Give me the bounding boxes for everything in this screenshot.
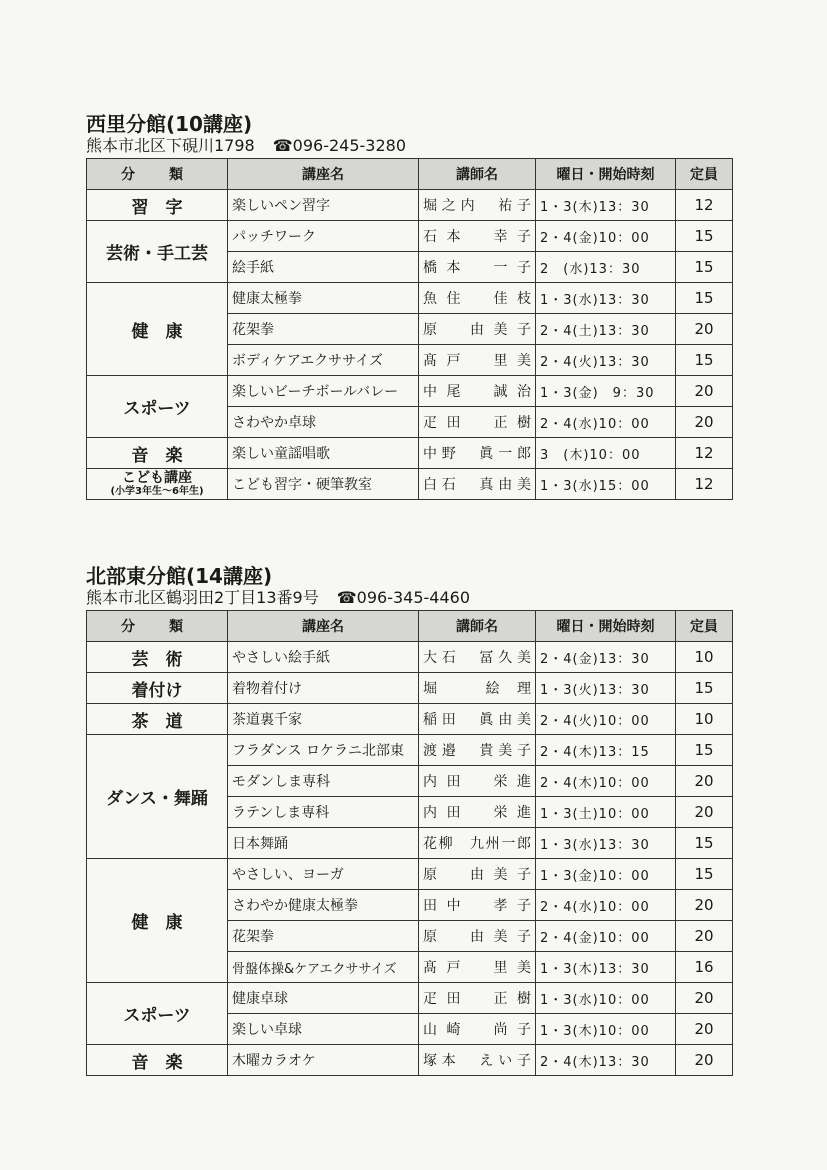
schedule: 1・3(水)13：30 — [536, 828, 676, 859]
capacity: 15 — [676, 735, 733, 766]
capacity: 20 — [676, 314, 733, 345]
capacity: 20 — [676, 407, 733, 438]
table-row — [87, 673, 733, 704]
capacity: 15 — [676, 345, 733, 376]
table-header-row — [87, 611, 733, 642]
schedule: 1・3(火)13：30 — [536, 673, 676, 704]
course-table — [86, 158, 733, 500]
course-name: 花架拳 — [228, 921, 419, 952]
schedule: 1・3(水)13：30 — [536, 283, 676, 314]
category-cell: 健 康 — [87, 859, 228, 983]
instructor-name: 塚本 えい子 — [419, 1045, 536, 1076]
course-name: やさしい、ヨーガ — [228, 859, 419, 890]
instructor-name: 田中 孝子 — [419, 890, 536, 921]
instructor-name: 花柳 九州一郎 — [419, 828, 536, 859]
course-name: 健康卓球 — [228, 983, 419, 1014]
schedule: 2・4(水)10：00 — [536, 407, 676, 438]
instructor-name: 大石 冨久美 — [419, 642, 536, 673]
table-row — [87, 983, 733, 1014]
section-hokubuhigashi — [86, 564, 732, 1076]
header-instructor: 講師名 — [419, 611, 536, 642]
section-address: 熊本市北区鶴羽田2丁目13番9号 — [86, 588, 319, 607]
table-row — [87, 1045, 733, 1076]
category-cell: ダンス・舞踊 — [87, 735, 228, 859]
schedule: 3 (木)10：00 — [536, 438, 676, 469]
section-address-line — [86, 136, 732, 158]
table-row — [87, 642, 733, 673]
section-phone: ☎096-245-3280 — [272, 136, 407, 155]
schedule: 2・4(火)13：30 — [536, 345, 676, 376]
course-name: 骨盤体操&ケアエクササイズ — [228, 952, 419, 983]
schedule: 2・4(火)10：00 — [536, 704, 676, 735]
course-name: パッチワーク — [228, 221, 419, 252]
schedule: 2・4(木)13：15 — [536, 735, 676, 766]
capacity: 20 — [676, 766, 733, 797]
schedule: 1・3(木)10：00 — [536, 1014, 676, 1045]
instructor-name: 中尾 誠治 — [419, 376, 536, 407]
schedule: 1・3(金) 9：30 — [536, 376, 676, 407]
capacity: 10 — [676, 704, 733, 735]
schedule: 2・4(金)10：00 — [536, 221, 676, 252]
instructor-name: 渡邉 貴美子 — [419, 735, 536, 766]
table-row — [87, 438, 733, 469]
category-cell: 音 楽 — [87, 438, 228, 469]
instructor-name: 原 由美子 — [419, 314, 536, 345]
schedule: 2 (水)13：30 — [536, 252, 676, 283]
course-table — [86, 610, 733, 1076]
category-cell: 着付け — [87, 673, 228, 704]
capacity: 12 — [676, 469, 733, 500]
course-name: ボディケアエクササイズ — [228, 345, 419, 376]
header-schedule: 曜日・開始時刻 — [536, 159, 676, 190]
schedule: 1・3(土)10：00 — [536, 797, 676, 828]
instructor-name: 内田 栄進 — [419, 797, 536, 828]
schedule: 1・3(木)13：30 — [536, 952, 676, 983]
table-row — [87, 190, 733, 221]
schedule: 1・3(水)15：00 — [536, 469, 676, 500]
category-cell — [87, 469, 228, 500]
instructor-name: 中野 眞一郎 — [419, 438, 536, 469]
instructor-name: 髙戸 里美 — [419, 345, 536, 376]
capacity: 15 — [676, 828, 733, 859]
section-phone: ☎096-345-4460 — [336, 588, 471, 607]
capacity: 12 — [676, 190, 733, 221]
course-name: モダンしま専科 — [228, 766, 419, 797]
table-row — [87, 469, 733, 500]
table-row — [87, 283, 733, 314]
category-cell: 音 楽 — [87, 1045, 228, 1076]
capacity: 10 — [676, 642, 733, 673]
course-name: 楽しい卓球 — [228, 1014, 419, 1045]
capacity: 20 — [676, 983, 733, 1014]
category-subtitle: (小学3年生〜6年生) — [110, 486, 204, 497]
instructor-name: 石本 幸子 — [419, 221, 536, 252]
header-category: 分 類 — [87, 611, 228, 642]
instructor-name: 堀 絵理 — [419, 673, 536, 704]
capacity: 20 — [676, 797, 733, 828]
capacity: 20 — [676, 1014, 733, 1045]
category-cell: 健 康 — [87, 283, 228, 376]
instructor-name: 堀之内 祐子 — [419, 190, 536, 221]
capacity: 20 — [676, 890, 733, 921]
header-schedule: 曜日・開始時刻 — [536, 611, 676, 642]
capacity: 15 — [676, 673, 733, 704]
schedule: 2・4(木)10：00 — [536, 766, 676, 797]
schedule: 2・4(金)10：00 — [536, 921, 676, 952]
schedule: 2・4(木)13：30 — [536, 1045, 676, 1076]
section-title: 北部東分館(14講座) — [86, 564, 273, 588]
course-name: 日本舞踊 — [228, 828, 419, 859]
header-instructor: 講師名 — [419, 159, 536, 190]
course-name: 着物着付け — [228, 673, 419, 704]
table-row — [87, 704, 733, 735]
course-name: こども習字・硬筆教室 — [228, 469, 419, 500]
instructor-name: 疋田 正樹 — [419, 407, 536, 438]
course-name: 健康太極拳 — [228, 283, 419, 314]
course-name: 花架拳 — [228, 314, 419, 345]
course-name: 絵手紙 — [228, 252, 419, 283]
capacity: 20 — [676, 376, 733, 407]
instructor-name: 原 由美子 — [419, 859, 536, 890]
category-cell: 芸 術 — [87, 642, 228, 673]
category-cell: スポーツ — [87, 376, 228, 438]
schedule: 2・4(土)13：30 — [536, 314, 676, 345]
schedule: 1・3(金)10：00 — [536, 859, 676, 890]
schedule: 1・3(水)10：00 — [536, 983, 676, 1014]
section-title: 西里分館(10講座) — [86, 112, 253, 136]
table-row — [87, 735, 733, 766]
header-category: 分 類 — [87, 159, 228, 190]
course-name: さわやか健康太極拳 — [228, 890, 419, 921]
section-address: 熊本市北区下硯川1798 — [86, 136, 255, 155]
header-course: 講座名 — [228, 611, 419, 642]
instructor-name: 原 由美子 — [419, 921, 536, 952]
course-name: 木曜カラオケ — [228, 1045, 419, 1076]
instructor-name: 髙戸 里美 — [419, 952, 536, 983]
capacity: 15 — [676, 252, 733, 283]
course-name: さわやか卓球 — [228, 407, 419, 438]
category-cell: 芸術・手工芸 — [87, 221, 228, 283]
category-cell: 茶 道 — [87, 704, 228, 735]
header-capacity: 定員 — [676, 611, 733, 642]
course-name: 茶道裏千家 — [228, 704, 419, 735]
category-cell: スポーツ — [87, 983, 228, 1045]
course-name: ラテンしま専科 — [228, 797, 419, 828]
section-address-line — [86, 588, 732, 610]
header-course: 講座名 — [228, 159, 419, 190]
capacity: 15 — [676, 221, 733, 252]
capacity: 20 — [676, 1045, 733, 1076]
section-nishizato — [86, 112, 732, 500]
header-capacity: 定員 — [676, 159, 733, 190]
course-name: 楽しい童謡唱歌 — [228, 438, 419, 469]
capacity: 15 — [676, 283, 733, 314]
course-name: 楽しいビーチボールバレー — [228, 376, 419, 407]
instructor-name: 魚住 佳枝 — [419, 283, 536, 314]
capacity: 16 — [676, 952, 733, 983]
course-name: フラダンス ロケラニ北部東 — [228, 735, 419, 766]
capacity: 15 — [676, 859, 733, 890]
table-row — [87, 221, 733, 252]
course-name: 楽しいペン習字 — [228, 190, 419, 221]
table-row — [87, 376, 733, 407]
schedule: 2・4(水)10：00 — [536, 890, 676, 921]
instructor-name: 疋田 正樹 — [419, 983, 536, 1014]
category-name: こども講座 — [122, 470, 192, 486]
category-cell: 習 字 — [87, 190, 228, 221]
instructor-name: 橋本 一子 — [419, 252, 536, 283]
table-header-row — [87, 159, 733, 190]
capacity: 20 — [676, 921, 733, 952]
instructor-name: 内田 栄進 — [419, 766, 536, 797]
course-name: やさしい絵手紙 — [228, 642, 419, 673]
capacity: 12 — [676, 438, 733, 469]
instructor-name: 山崎 尚子 — [419, 1014, 536, 1045]
schedule: 2・4(金)13：30 — [536, 642, 676, 673]
instructor-name: 白石 真由美 — [419, 469, 536, 500]
instructor-name: 稲田 眞由美 — [419, 704, 536, 735]
table-row — [87, 859, 733, 890]
schedule: 1・3(木)13：30 — [536, 190, 676, 221]
